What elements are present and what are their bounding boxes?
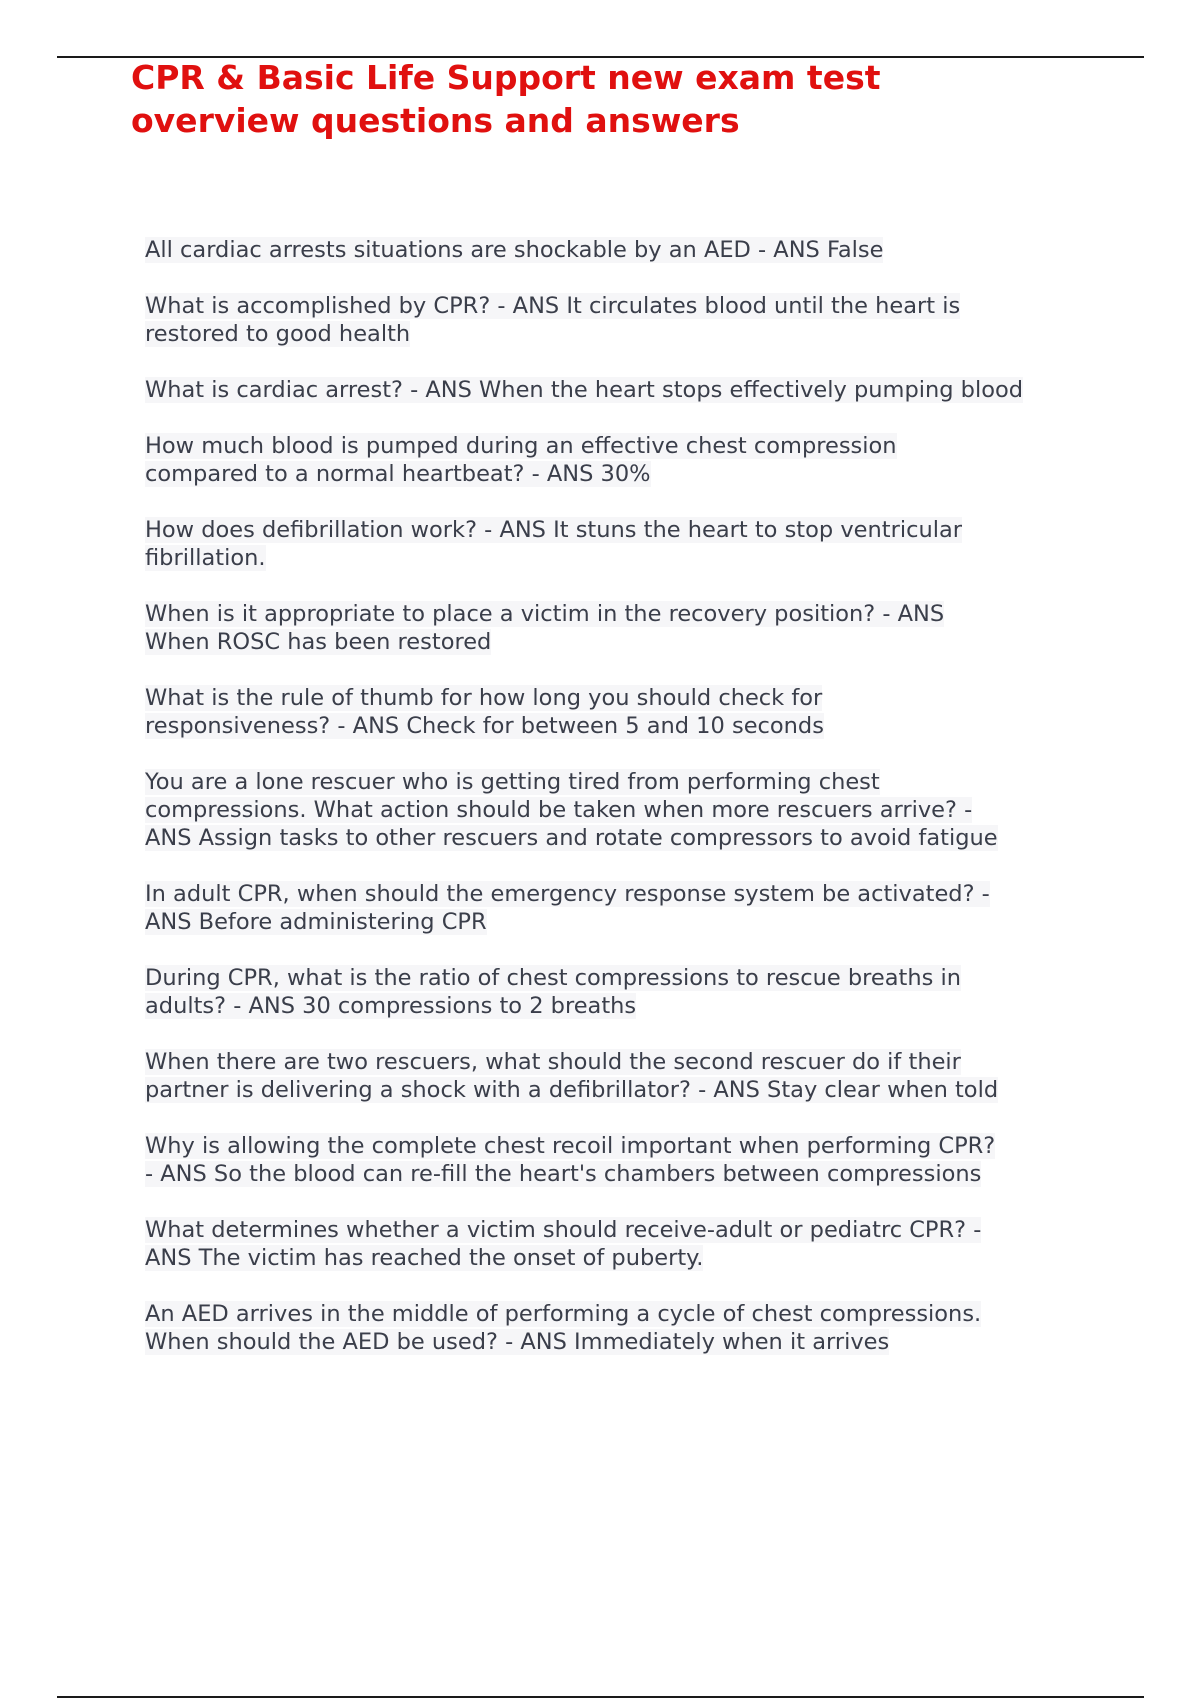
- qa-text: When is it appropriate to place a victim in the recovery position? - ANS When ROSC has been restored: [145, 601, 945, 655]
- qa-item: [145, 880, 1145, 936]
- qa-item: [145, 292, 1145, 348]
- qa-list: [145, 236, 1145, 1384]
- qa-item: [145, 684, 1145, 740]
- qa-item: [145, 236, 1145, 264]
- qa-item: [145, 516, 1145, 572]
- qa-item: [145, 600, 1145, 656]
- qa-item: [145, 768, 1145, 852]
- qa-text: How does defibrillation work? - ANS It stuns the heart to stop ventricular fibrillation.: [145, 517, 962, 571]
- qa-item: [145, 1132, 1145, 1188]
- qa-text: What is accomplished by CPR? - ANS It circulates blood until the heart is restored to good health: [145, 293, 961, 347]
- qa-text: An AED arrives in the middle of performing a cycle of chest compressions. When should the AED be used? - ANS Immediately when it arrives: [145, 1301, 982, 1355]
- document-title: CPR & Basic Life Support new exam test overview questions and answers: [131, 58, 881, 140]
- qa-text: What is cardiac arrest? - ANS When the heart stops effectively pumping blood: [145, 377, 1024, 403]
- qa-text: How much blood is pumped during an effective chest compression compared to a normal heartbeat? - ANS 30%: [145, 433, 897, 487]
- qa-text: You are a lone rescuer who is getting tired from performing chest compressions. What action should be taken when more rescuers arrive? - ANS Assign tasks to other rescuers and rotate compressors to avoid fatigue: [145, 769, 998, 851]
- qa-item: [145, 1300, 1145, 1356]
- qa-text: What determines whether a victim should receive-adult or pediatrc CPR? - ANS The victim has reached the onset of puberty.: [145, 1217, 982, 1271]
- qa-item: [145, 964, 1145, 1020]
- qa-text: When there are two rescuers, what should the second rescuer do if their partner is delivering a shock with a defibrillator? - ANS Stay clear when told: [145, 1049, 999, 1103]
- qa-item: [145, 1048, 1145, 1104]
- qa-text: In adult CPR, when should the emergency response system be activated? - ANS Before administering CPR: [145, 881, 990, 935]
- qa-text: What is the rule of thumb for how long you should check for responsiveness? - ANS Check for between 5 and 10 seconds: [145, 685, 824, 739]
- qa-text: Why is allowing the complete chest recoil important when performing CPR? - ANS So the blood can re-fill the heart's chambers between compressions: [145, 1133, 996, 1187]
- bottom-divider: [57, 1696, 1144, 1698]
- qa-text: All cardiac arrests situations are shockable by an AED - ANS False: [145, 237, 884, 263]
- qa-item: [145, 432, 1145, 488]
- qa-item: [145, 1216, 1145, 1272]
- qa-text: During CPR, what is the ratio of chest compressions to rescue breaths in adults? - ANS 30 compressions to 2 breaths: [145, 965, 962, 1019]
- qa-item: [145, 376, 1145, 404]
